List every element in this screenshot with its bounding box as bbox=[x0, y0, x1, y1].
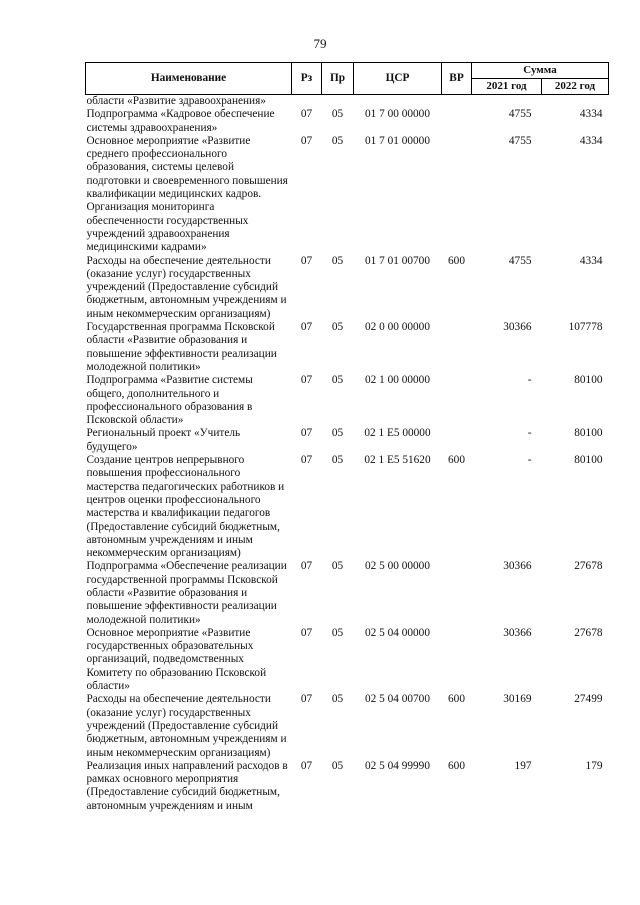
table-row bbox=[86, 255, 609, 321]
cell-pr: 05 bbox=[331, 254, 344, 267]
cell-2021: 30366 bbox=[503, 321, 532, 334]
header-rz: Рз bbox=[292, 63, 322, 95]
cell-pr: 05 bbox=[331, 374, 344, 387]
cell-2021: - bbox=[527, 374, 532, 387]
cell-2021: 197 bbox=[514, 759, 532, 772]
cell-2022 bbox=[542, 95, 609, 109]
cell-pr: 05 bbox=[331, 108, 344, 121]
cell-2021: - bbox=[527, 454, 532, 467]
table-row bbox=[86, 108, 609, 135]
cell-name: Реализация иных направлений расходов в рамках основного мероприятия (Предоставление субсидий бюджетным, автономным учреждениям и иным bbox=[86, 759, 288, 812]
cell-rz: 07 bbox=[300, 134, 313, 147]
cell-rz: 07 bbox=[300, 759, 313, 772]
cell-2022: 80100 bbox=[574, 374, 603, 387]
cell-name: области «Развитие здравоохранения» bbox=[86, 95, 266, 107]
cell-rz: 07 bbox=[300, 427, 313, 440]
cell-2021: 30169 bbox=[503, 693, 532, 706]
cell-vr bbox=[442, 135, 472, 255]
cell-vr: 600 bbox=[448, 254, 465, 267]
table-row bbox=[86, 760, 609, 813]
cell-vr bbox=[442, 321, 472, 374]
cell-vr bbox=[442, 427, 472, 454]
header-2022: 2022 год bbox=[542, 79, 609, 95]
cell-name: Основное мероприятие «Развитие государственных образовательных организаций, подведомственных Комитету по образованию Псковской области» bbox=[86, 626, 267, 693]
cell-vr: 600 bbox=[448, 693, 465, 706]
cell-2021: - bbox=[527, 427, 532, 440]
cell-rz: 07 bbox=[300, 321, 313, 334]
cell-csr: 02 0 00 00000 bbox=[365, 321, 430, 334]
cell-2021 bbox=[472, 95, 542, 109]
cell-2021: 4755 bbox=[508, 108, 532, 121]
cell-2021: 4755 bbox=[508, 254, 532, 267]
cell-csr: 02 5 00 00000 bbox=[365, 560, 430, 573]
table-row bbox=[86, 427, 609, 454]
cell-csr: 02 5 04 00700 bbox=[365, 693, 430, 706]
table-row bbox=[86, 693, 609, 759]
table-row bbox=[86, 135, 609, 255]
cell-vr bbox=[442, 108, 472, 135]
cell-2022: 27499 bbox=[574, 693, 603, 706]
cell-rz: 07 bbox=[300, 454, 313, 467]
cell-csr: 02 5 04 99990 bbox=[365, 759, 430, 772]
cell-rz: 07 bbox=[300, 254, 313, 267]
cell-csr: 01 7 00 00000 bbox=[365, 108, 430, 121]
cell-2022: 27678 bbox=[574, 560, 603, 573]
cell-rz: 07 bbox=[300, 693, 313, 706]
table-row bbox=[86, 454, 609, 560]
cell-pr: 05 bbox=[331, 693, 344, 706]
cell-name: Расходы на обеспечение деятельности (оказание услуг) государственных учреждений (Предоставление субсидий бюджетным, автономным учреждениям и иным некоммерческим организациям) bbox=[86, 693, 287, 759]
cell-name: Подпрограмма «Обеспечение реализации государственной программы Псковской области «Развитие образования и повышение эффективности реализации молодежной политики» bbox=[86, 560, 287, 626]
cell-2022: 4334 bbox=[579, 108, 603, 121]
cell-2021: 4755 bbox=[508, 134, 532, 147]
cell-name: Создание центров непрерывного повышения профессионального мастерства педагогических работников и центров оценки профессионального мастерства и квалификации педагогов (Предоставление субсидий бюджетным, автономным учреждениям и иным некоммерческим организациям) bbox=[86, 454, 285, 560]
cell-name: Подпрограмма «Развитие системы общего, дополнительного и профессионального образования в Псковской области» bbox=[86, 374, 253, 427]
header-vr: ВР bbox=[442, 63, 472, 95]
cell-csr: 02 1 00 00000 bbox=[365, 374, 430, 387]
cell-pr: 05 bbox=[331, 454, 344, 467]
cell-pr: 05 bbox=[331, 321, 344, 334]
cell-csr: 02 5 04 00000 bbox=[365, 626, 430, 639]
table-body bbox=[86, 95, 609, 814]
cell-name: Региональный проект «Учитель будущего» bbox=[86, 427, 241, 453]
cell-pr bbox=[322, 95, 354, 109]
cell-vr: 600 bbox=[448, 454, 465, 467]
cell-2022: 179 bbox=[585, 759, 603, 772]
cell-csr: 01 7 01 00000 bbox=[365, 134, 430, 147]
table-row bbox=[86, 374, 609, 427]
cell-rz: 07 bbox=[300, 560, 313, 573]
cell-rz: 07 bbox=[300, 108, 313, 121]
cell-csr: 01 7 01 00700 bbox=[365, 254, 430, 267]
cell-pr: 05 bbox=[331, 134, 344, 147]
cell-pr: 05 bbox=[331, 626, 344, 639]
cell-rz: 07 bbox=[300, 626, 313, 639]
cell-pr: 05 bbox=[331, 560, 344, 573]
cell-rz bbox=[292, 95, 322, 109]
cell-vr bbox=[442, 374, 472, 427]
cell-2022: 80100 bbox=[574, 427, 603, 440]
cell-rz: 07 bbox=[300, 374, 313, 387]
header-pr: Пр bbox=[322, 63, 354, 95]
header-csr: ЦСР bbox=[354, 63, 442, 95]
cell-vr: 600 bbox=[448, 759, 465, 772]
cell-pr: 05 bbox=[331, 427, 344, 440]
header-sum: Сумма bbox=[472, 63, 609, 79]
cell-2022: 4334 bbox=[579, 254, 603, 267]
table-row bbox=[86, 321, 609, 374]
cell-name: Основное мероприятие «Развитие среднего профессионального образования, системы целевой подготовки и своевременного повышения квалификации медицинских кадров. Организация мониторинга обеспеченности государственных учреждений здравоохранения медицинскими кадрами» bbox=[86, 134, 288, 254]
cell-csr: 02 1 E5 51620 bbox=[364, 454, 431, 467]
cell-2022: 27678 bbox=[574, 626, 603, 639]
cell-vr bbox=[442, 95, 472, 109]
cell-2022: 107778 bbox=[568, 321, 603, 334]
cell-name: Расходы на обеспечение деятельности (оказание услуг) государственных учреждений (Предоставление субсидий бюджетным, автономным учреждениям и иным некоммерческим организациям) bbox=[86, 254, 287, 320]
table-row bbox=[86, 627, 609, 693]
header-2021: 2021 год bbox=[472, 79, 542, 95]
cell-2022: 80100 bbox=[574, 454, 603, 467]
cell-vr bbox=[442, 627, 472, 693]
budget-table bbox=[85, 62, 609, 813]
cell-pr: 05 bbox=[331, 759, 344, 772]
table-row bbox=[86, 560, 609, 626]
cell-vr bbox=[442, 560, 472, 626]
cell-name: Государственная программа Псковской области «Развитие образования и повышение эффективности реализации молодежной политики» bbox=[86, 321, 277, 373]
table-row bbox=[86, 95, 609, 109]
cell-2021: 30366 bbox=[503, 626, 532, 639]
cell-2021: 30366 bbox=[503, 560, 532, 573]
header-name: Наименование bbox=[86, 63, 292, 95]
cell-csr: 02 1 E5 00000 bbox=[364, 427, 431, 440]
page-number: 79 bbox=[313, 36, 327, 51]
cell-csr bbox=[354, 95, 442, 109]
cell-name: Подпрограмма «Кадровое обеспечение системы здравоохранения» bbox=[86, 108, 275, 134]
cell-2022: 4334 bbox=[579, 134, 603, 147]
